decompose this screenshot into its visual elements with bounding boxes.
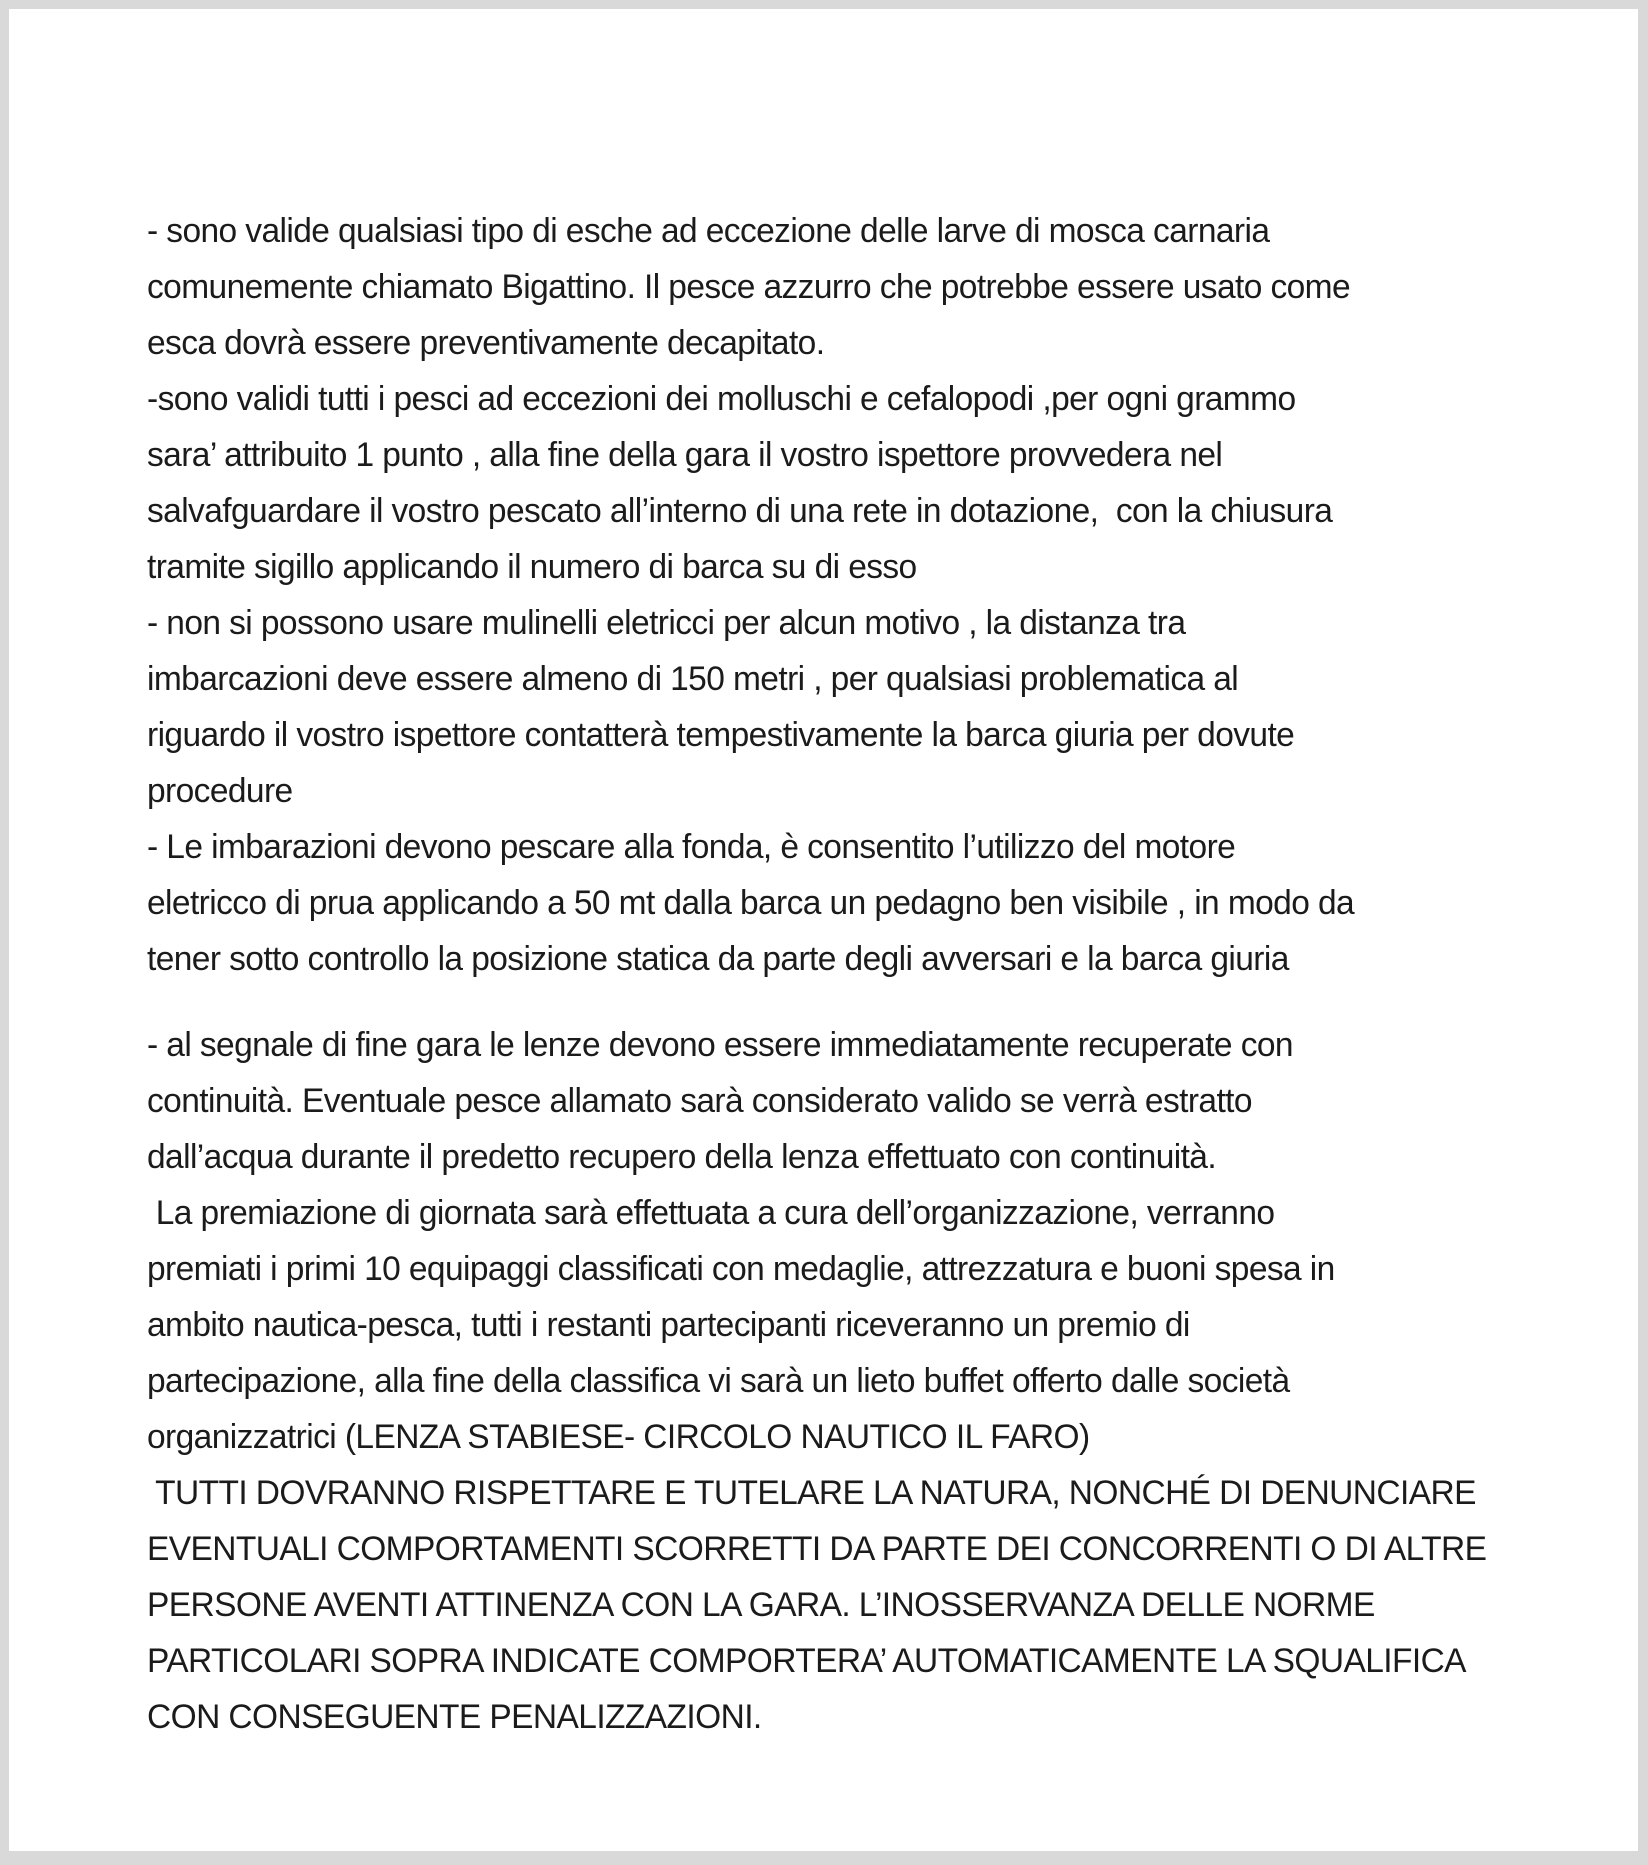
doc-line: -sono validi tutti i pesci ad eccezioni dei molluschi e cefalopodi ,per ogni grammo [147,380,1296,418]
doc-line: esca dovrà essere preventivamente decapitato. [147,324,825,362]
document-text-block [147,203,1527,1745]
doc-line: tramite sigillo applicando il numero di barca su di esso [147,548,917,586]
doc-line: TUTTI DOVRANNO RISPETTARE E TUTELARE LA NATURA, NONCHÉ DI DENUNCIARE [147,1474,1476,1512]
doc-line: PARTICOLARI SOPRA INDICATE COMPORTERA’ AUTOMATICAMENTE LA SQUALIFICA [147,1642,1466,1680]
doc-line: riguardo il vostro ispettore contatterà tempestivamente la barca giuria per dovute [147,716,1295,754]
doc-line: procedure [147,772,293,810]
doc-line: EVENTUALI COMPORTAMENTI SCORRETTI DA PARTE DEI CONCORRENTI O DI ALTRE [147,1530,1487,1568]
doc-line: La premiazione di giornata sarà effettuata a cura dell’organizzazione, verranno [147,1194,1275,1232]
doc-line: - Le imbarazioni devono pescare alla fonda, è consentito l’utilizzo del motore [147,828,1236,866]
doc-line: premiati i primi 10 equipaggi classificati con medaglie, attrezzatura e buoni spesa in [147,1250,1335,1288]
doc-line: CON CONSEGUENTE PENALIZZAZIONI. [147,1698,762,1736]
doc-line: - al segnale di fine gara le lenze devono essere immediatamente recuperate con [147,1026,1293,1064]
doc-line: imbarcazioni deve essere almeno di 150 metri , per qualsiasi problematica al [147,660,1239,698]
doc-line: tener sotto controllo la posizione statica da parte degli avversari e la barca giuria [147,940,1289,978]
doc-line: - non si possono usare mulinelli eletricci per alcun motivo , la distanza tra [147,604,1186,642]
doc-line: ambito nautica-pesca, tutti i restanti partecipanti riceveranno un premio di [147,1306,1190,1344]
doc-line: salvafguardare il vostro pescato all’interno di una rete in dotazione, con la chiusura [147,492,1333,530]
doc-line: PERSONE AVENTI ATTINENZA CON LA GARA. L’INOSSERVANZA DELLE NORME [147,1586,1375,1624]
doc-line: sara’ attribuito 1 punto , alla fine della gara il vostro ispettore provvedera nel [147,436,1223,474]
doc-line: organizzatrici (LENZA STABIESE- CIRCOLO NAUTICO IL FARO) [147,1418,1090,1456]
doc-line: - sono valide qualsiasi tipo di esche ad eccezione delle larve di mosca carnaria [147,212,1270,250]
doc-line: partecipazione, alla fine della classifica vi sarà un lieto buffet offerto dalle società [147,1362,1290,1400]
doc-line: continuità. Eventuale pesce allamato sarà considerato valido se verrà estratto [147,1082,1252,1120]
doc-line: dall’acqua durante il predetto recupero della lenza effettuato con continuità. [147,1138,1217,1176]
document-page [9,9,1638,1851]
doc-line: comunemente chiamato Bigattino. Il pesce azzurro che potrebbe essere usato come [147,268,1351,306]
doc-line: eletricco di prua applicando a 50 mt dalla barca un pedagno ben visibile , in modo da [147,884,1355,922]
